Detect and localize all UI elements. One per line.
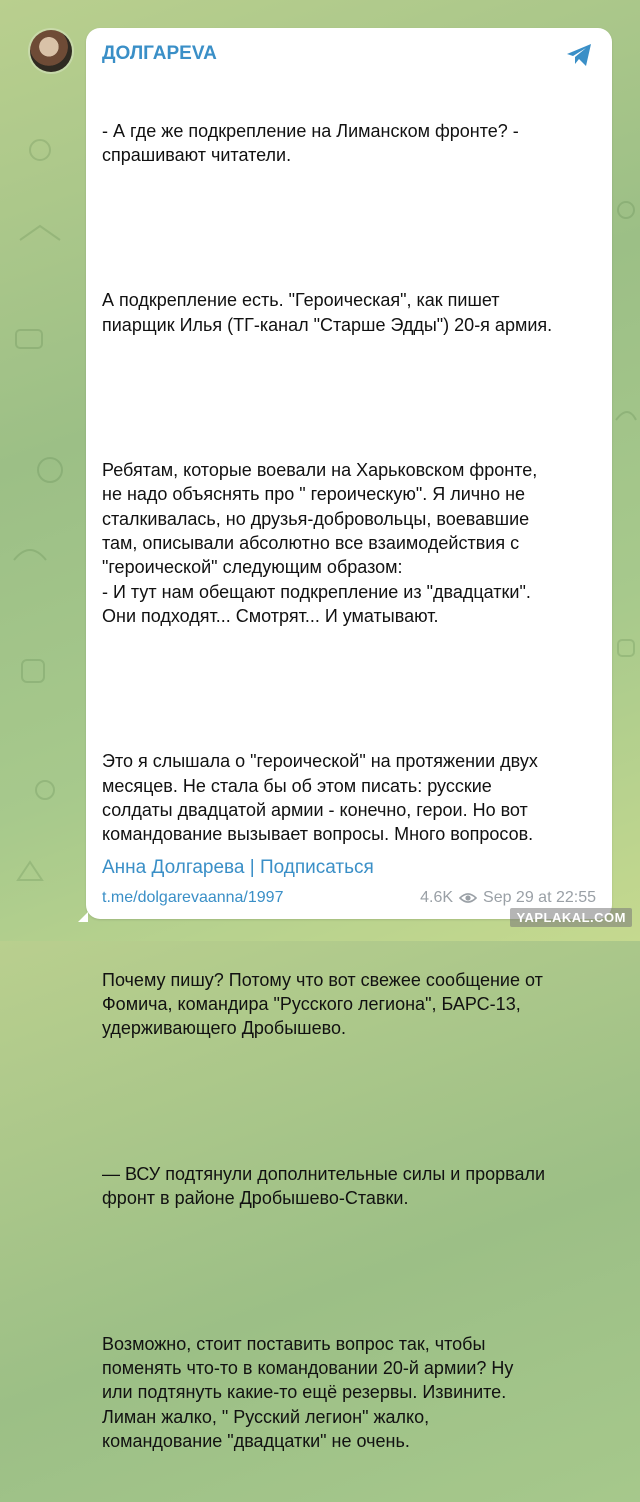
paragraph: Ребятам, которые воевали на Харьковском фронте, не надо объяснять про " героическую". Я лично не сталкивалась, но друзья-добровольцы, воевавшие там, описывали абсолютно все взаимодействия с "героической" следующим образом: - И тут нам обещают подкрепление из "двадцатки". Они подходят... Смотрят... И уматывают. xyxy=(102,460,538,626)
eye-icon xyxy=(459,889,477,907)
paragraph: Почему пишу? Потому что вот свежее сообщение от Фомича, командира "Русского легиона", БАРС-13, удерживающего Дробышево. xyxy=(102,969,543,1039)
message-bubble xyxy=(86,28,612,1451)
channel-avatar[interactable] xyxy=(30,30,72,72)
telegram-plane-icon[interactable] xyxy=(564,40,594,70)
paragraph: - А где же подкрепление на Лиманском фронте? - спрашивают читатели. xyxy=(102,120,519,165)
post-link[interactable]: t.me/dolgarevaanna/1997 xyxy=(102,889,284,906)
view-count: 4.6K xyxy=(420,889,454,906)
author-subscribe-link[interactable]: Анна Долгарева | Подписаться xyxy=(102,857,374,878)
paragraph: Это я слышала о "героической" на протяжении двух месяцев. Не стала бы об этом писать: русские солдаты двадцатой армии - конечно, герои. Но вот командование вызывает вопросы. Много вопросов. xyxy=(102,751,538,845)
bubble-tail xyxy=(78,912,88,922)
site-watermark: YAPLAKAL.COM xyxy=(510,908,632,927)
message-meta xyxy=(420,889,596,907)
message-text xyxy=(102,70,596,1502)
message-footer xyxy=(102,886,596,910)
paragraph: А подкрепление есть. "Героическая", как пишет пиарщик Илья (ТГ-канал "Старше Эдды") 20-я армия. xyxy=(102,290,553,335)
channel-name[interactable]: ДОЛГАРЕVA xyxy=(102,43,217,64)
paragraph: Возможно, стоит поставить вопрос так, чтобы поменять что-то в командовании 20-й армии? Ну или подтянуть какие-то ещё резервы. Извините. Лиман жалко, " Русский легион" жалко, командование "двадцатки" не очень. xyxy=(102,1333,514,1451)
paragraph: — ВСУ подтянули дополнительные силы и прорвали фронт в районе Дробышево-Ставки. xyxy=(102,1163,546,1209)
timestamp: Sep 29 at 22:55 xyxy=(483,889,596,906)
